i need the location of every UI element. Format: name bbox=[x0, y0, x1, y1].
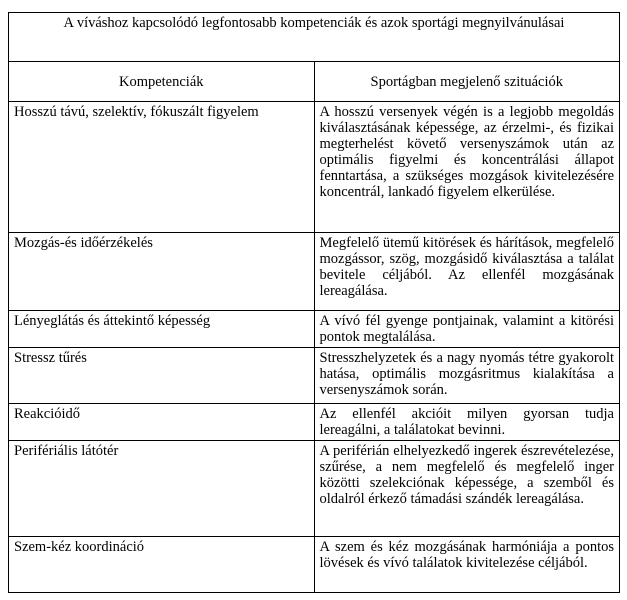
table-row bbox=[9, 537, 620, 593]
competency-cell: Lényeglátás és áttekintő képesség bbox=[9, 311, 315, 348]
situation-cell: Stresszhelyzetek és a nagy nyomás tétre gyakorolt hatása, optimális mozgásritmus kialakítása a versenyszámok során. bbox=[314, 348, 620, 404]
competency-cell: Szem-kéz koordináció bbox=[9, 537, 315, 593]
document-table-container bbox=[8, 12, 620, 593]
situation-cell: A vívó fél gyenge pontjainak, valamint a kitörési pontok megtalálása. bbox=[314, 311, 620, 348]
competency-cell: Mozgás-és időérzékelés bbox=[9, 233, 315, 311]
table-title: A víváshoz kapcsolódó legfontosabb kompetenciák és azok sportági megnyilvánulásai bbox=[9, 13, 620, 62]
table-title-row bbox=[9, 13, 620, 62]
column-header-situations: Sportágban megjelenő szituációk bbox=[314, 62, 620, 102]
competency-cell: Reakcióidő bbox=[9, 404, 315, 441]
situation-cell: A periférián elhelyezkedő ingerek észrevételezése, szűrése, a nem megfelelő és megfelelő inger közötti szelekciónak képessége, a szemből és oldalról érkező támadási szándék lereagálása. bbox=[314, 441, 620, 537]
table-row bbox=[9, 311, 620, 348]
competencies-table bbox=[8, 12, 620, 593]
table-row bbox=[9, 404, 620, 441]
competency-cell: Hosszú távú, szelektív, fókuszált figyelem bbox=[9, 102, 315, 233]
situation-cell: Az ellenfél akcióit milyen gyorsan tudja lereagálni, a találatokat bevinni. bbox=[314, 404, 620, 441]
table-row bbox=[9, 441, 620, 537]
column-header-competencies: Kompetenciák bbox=[9, 62, 315, 102]
situation-cell: A szem és kéz mozgásának harmóniája a pontos lövések és vívó találatok kivitelezése céljából. bbox=[314, 537, 620, 593]
situation-cell: A hosszú versenyek végén is a legjobb megoldás kiválasztásának képessége, az érzelmi-, és fizikai megterhelést követő versenyszámok után az optimális figyelmi és koncentrálási állapot fenntartása, a szükséges mozgások kivitelezésére koncentrál, lankadó figyelem elkerülése. bbox=[314, 102, 620, 233]
competency-cell: Stressz tűrés bbox=[9, 348, 315, 404]
table-row bbox=[9, 233, 620, 311]
table-row bbox=[9, 348, 620, 404]
competency-cell: Perifériális látótér bbox=[9, 441, 315, 537]
situation-cell: Megfelelő ütemű kitörések és hárítások, megfelelő mozgássor, szög, mozgásidő kiválasztása a találat bevitele céljából. Az ellenfél mozgásának lereagálása. bbox=[314, 233, 620, 311]
table-row bbox=[9, 102, 620, 233]
table-header-row bbox=[9, 62, 620, 102]
